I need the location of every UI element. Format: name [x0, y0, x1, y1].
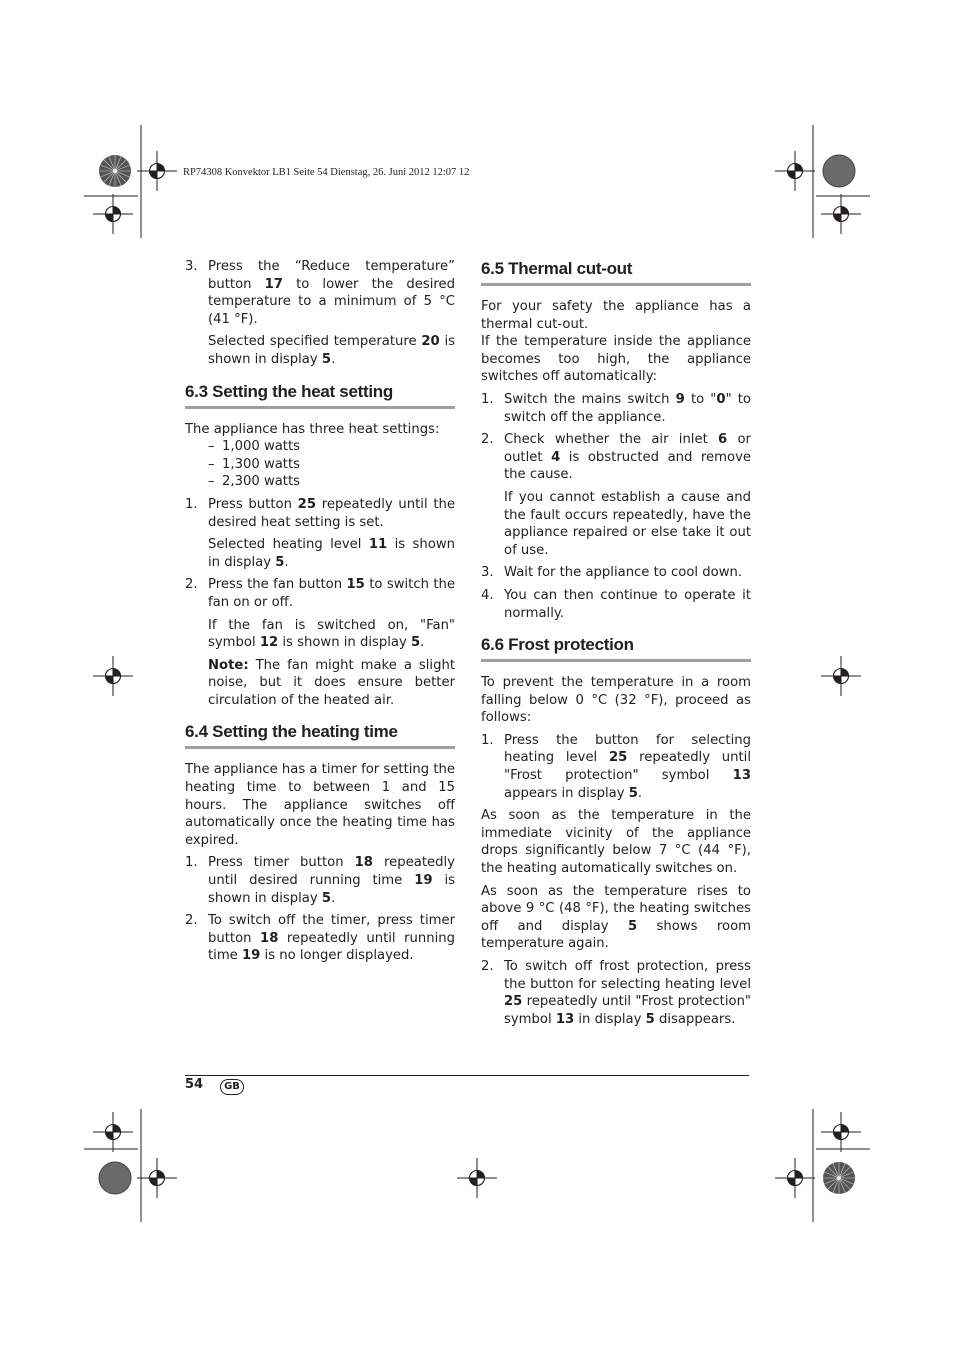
ref-number: 18 [260, 930, 279, 946]
step-number: 2. [185, 913, 198, 929]
text: . [331, 890, 336, 906]
text: repeatedly until "Frost protection" symbol [504, 750, 751, 784]
text: . [284, 554, 289, 570]
step-frost-protection-on [481, 732, 751, 802]
ref-number: 20 [421, 334, 440, 350]
text: or outlet [504, 432, 751, 465]
ref-number: 5 [275, 554, 285, 570]
dash: – [208, 474, 215, 490]
ref-number: 13 [555, 1011, 575, 1027]
text: The fan might make a slight noise, but it does ensure better circulation of the heated air. [208, 657, 455, 708]
ref-number: 5 [321, 890, 332, 906]
step-result [185, 333, 455, 368]
text: to switch the fan on or off. [208, 577, 455, 610]
text: is shown in display [208, 873, 455, 906]
section-heading-6-4: 6.4 Setting the heating time [185, 721, 455, 749]
paragraph [481, 883, 751, 953]
step-number: 2. [185, 577, 198, 593]
ref-number: 25 [504, 994, 523, 1010]
page-number: 54 [185, 1077, 204, 1092]
step-frost-protection-off [481, 958, 751, 1028]
text: You can then continue to operate it normally. [504, 587, 751, 621]
step-number: 4. [481, 587, 494, 603]
ref-number: 9 [675, 391, 685, 407]
text: is no longer displayed. [260, 948, 414, 964]
text: Selected heating level [208, 537, 369, 553]
ref-number: 15 [346, 577, 365, 593]
step-continue [481, 587, 751, 622]
paragraph: As soon as the temperature in the immediate vicinity of the appliance drops significantly below 7 °C (44 °F), the heating automatically switches on. [481, 808, 751, 877]
step-check-air-inlet [481, 431, 751, 484]
left-column [185, 258, 455, 970]
step-result: If you cannot establish a cause and the fault occurs repeatedly, have the appliance repaired or else take it out of use. [504, 489, 751, 558]
right-column [481, 258, 751, 1033]
text: Wait for the appliance to cool down. [504, 565, 743, 581]
ref-number: 0 [716, 391, 726, 407]
print-header: RP74308 Konvektor LB1 Seite 54 Dienstag, 26. Juni 2012 12:07 12 [183, 167, 470, 178]
ref-number: 4 [551, 449, 561, 465]
dash: – [208, 456, 215, 472]
text: appears in display [504, 785, 629, 801]
text: Press the fan button [208, 577, 347, 593]
text: in display [574, 1011, 646, 1027]
ref-number: 5 [645, 1011, 655, 1027]
text: Press button [208, 496, 298, 512]
step-result [185, 617, 455, 652]
note [185, 657, 455, 710]
text: shows room temperature again. [481, 918, 752, 952]
list-item [185, 473, 455, 491]
step-fan-button [185, 576, 455, 611]
ref-number: 13 [732, 768, 751, 784]
section-heading-6-5: 6.5 Thermal cut-out [481, 258, 751, 286]
text: repeatedly until the desired heat setting is set. [208, 496, 456, 530]
text: 1,300 watts [222, 456, 301, 472]
text: repeatedly until running time [208, 930, 455, 964]
ref-number: 5 [627, 918, 638, 934]
step-number: 2. [481, 959, 494, 974]
ref-number: 5 [321, 351, 332, 367]
ref-number: 18 [354, 855, 373, 871]
text: 2,300 watts [222, 474, 301, 490]
step-number: 3. [481, 565, 494, 581]
text: Press the button for selecting heating level [504, 732, 751, 766]
step-cool-down [481, 564, 751, 582]
text: . [420, 635, 425, 651]
ref-number: 19 [414, 873, 433, 889]
ref-number: 17 [264, 276, 283, 292]
text: 1,000 watts [222, 439, 301, 455]
step-number: 3. [185, 259, 198, 274]
step-number: 1. [481, 391, 494, 407]
ref-number: 25 [297, 496, 317, 512]
step-number: 2. [481, 432, 494, 448]
paragraph: If the temperature inside the appliance becomes too high, the appliance switches off automatically: [481, 334, 751, 385]
paragraph: To prevent the temperature in a room falling below 0 °C (32 °F), proceed as follows: [481, 675, 751, 726]
text: disappears. [654, 1011, 736, 1027]
step-timer-button [185, 854, 455, 907]
text: . [637, 785, 643, 801]
step-press-button [185, 496, 455, 531]
text: Check whether the air inlet [504, 432, 719, 448]
ref-number: 19 [242, 948, 261, 964]
step-switch-off-timer [185, 912, 455, 965]
dash: – [208, 439, 215, 455]
step-mains-switch [481, 391, 751, 426]
text: repeatedly until "Frost protection" symbol [504, 994, 751, 1027]
text: to " [684, 391, 717, 407]
ref-number: 25 [608, 750, 628, 766]
paragraph: For your safety the appliance has a thermal cut-out. [481, 299, 751, 332]
text: As soon as the temperature rises to above 9 °C (48 °F), the heating switches off and display [481, 883, 751, 934]
section-heading-6-6: 6.6 Frost protection [481, 634, 751, 662]
text: is shown in display [208, 334, 455, 367]
paragraph: The appliance has three heat settings: [185, 421, 440, 437]
ref-number: 6 [718, 432, 728, 448]
text: Press the “Reduce temperature” button [208, 259, 455, 292]
step-result [185, 536, 455, 571]
list-item [185, 456, 455, 474]
list-item [185, 438, 455, 456]
text: is obstructed and remove the cause. [504, 449, 751, 483]
text: to lower the desired temperature to a minimum of 5 °C (41 °F). [208, 276, 455, 327]
language-badge: GB [220, 1079, 244, 1095]
text: If the fan is switched on, "Fan" symbol [208, 617, 455, 651]
text: Press timer button [208, 855, 355, 871]
note-label: Note: [208, 657, 249, 673]
text: To switch off the timer, press timer button [208, 913, 455, 946]
ref-number: 5 [628, 785, 638, 801]
ref-number: 11 [368, 537, 388, 553]
step-reduce-temperature [185, 258, 455, 328]
text: is shown in display [278, 635, 411, 651]
text: . [331, 351, 336, 367]
paragraph: The appliance has a timer for setting the heating time to between 1 and 15 hours. The appliance switches off automatically once the heating time has expired. [185, 762, 455, 848]
step-number: 1. [185, 855, 198, 871]
text: " to switch off the appliance. [504, 391, 751, 425]
text: Selected specified temperature [208, 334, 422, 350]
step-number: 1. [185, 496, 198, 512]
text: Switch the mains switch [504, 391, 676, 407]
text: is shown in display [208, 537, 456, 570]
ref-number: 12 [259, 635, 279, 651]
ref-number: 5 [410, 635, 421, 651]
step-number: 1. [481, 732, 494, 748]
footer-rule [185, 1075, 749, 1076]
section-heading-6-3: 6.3 Setting the heat setting [185, 381, 455, 409]
text: repeatedly until desired running time [208, 855, 455, 889]
text: To switch off frost protection, press the button for selecting heating level [504, 959, 751, 992]
